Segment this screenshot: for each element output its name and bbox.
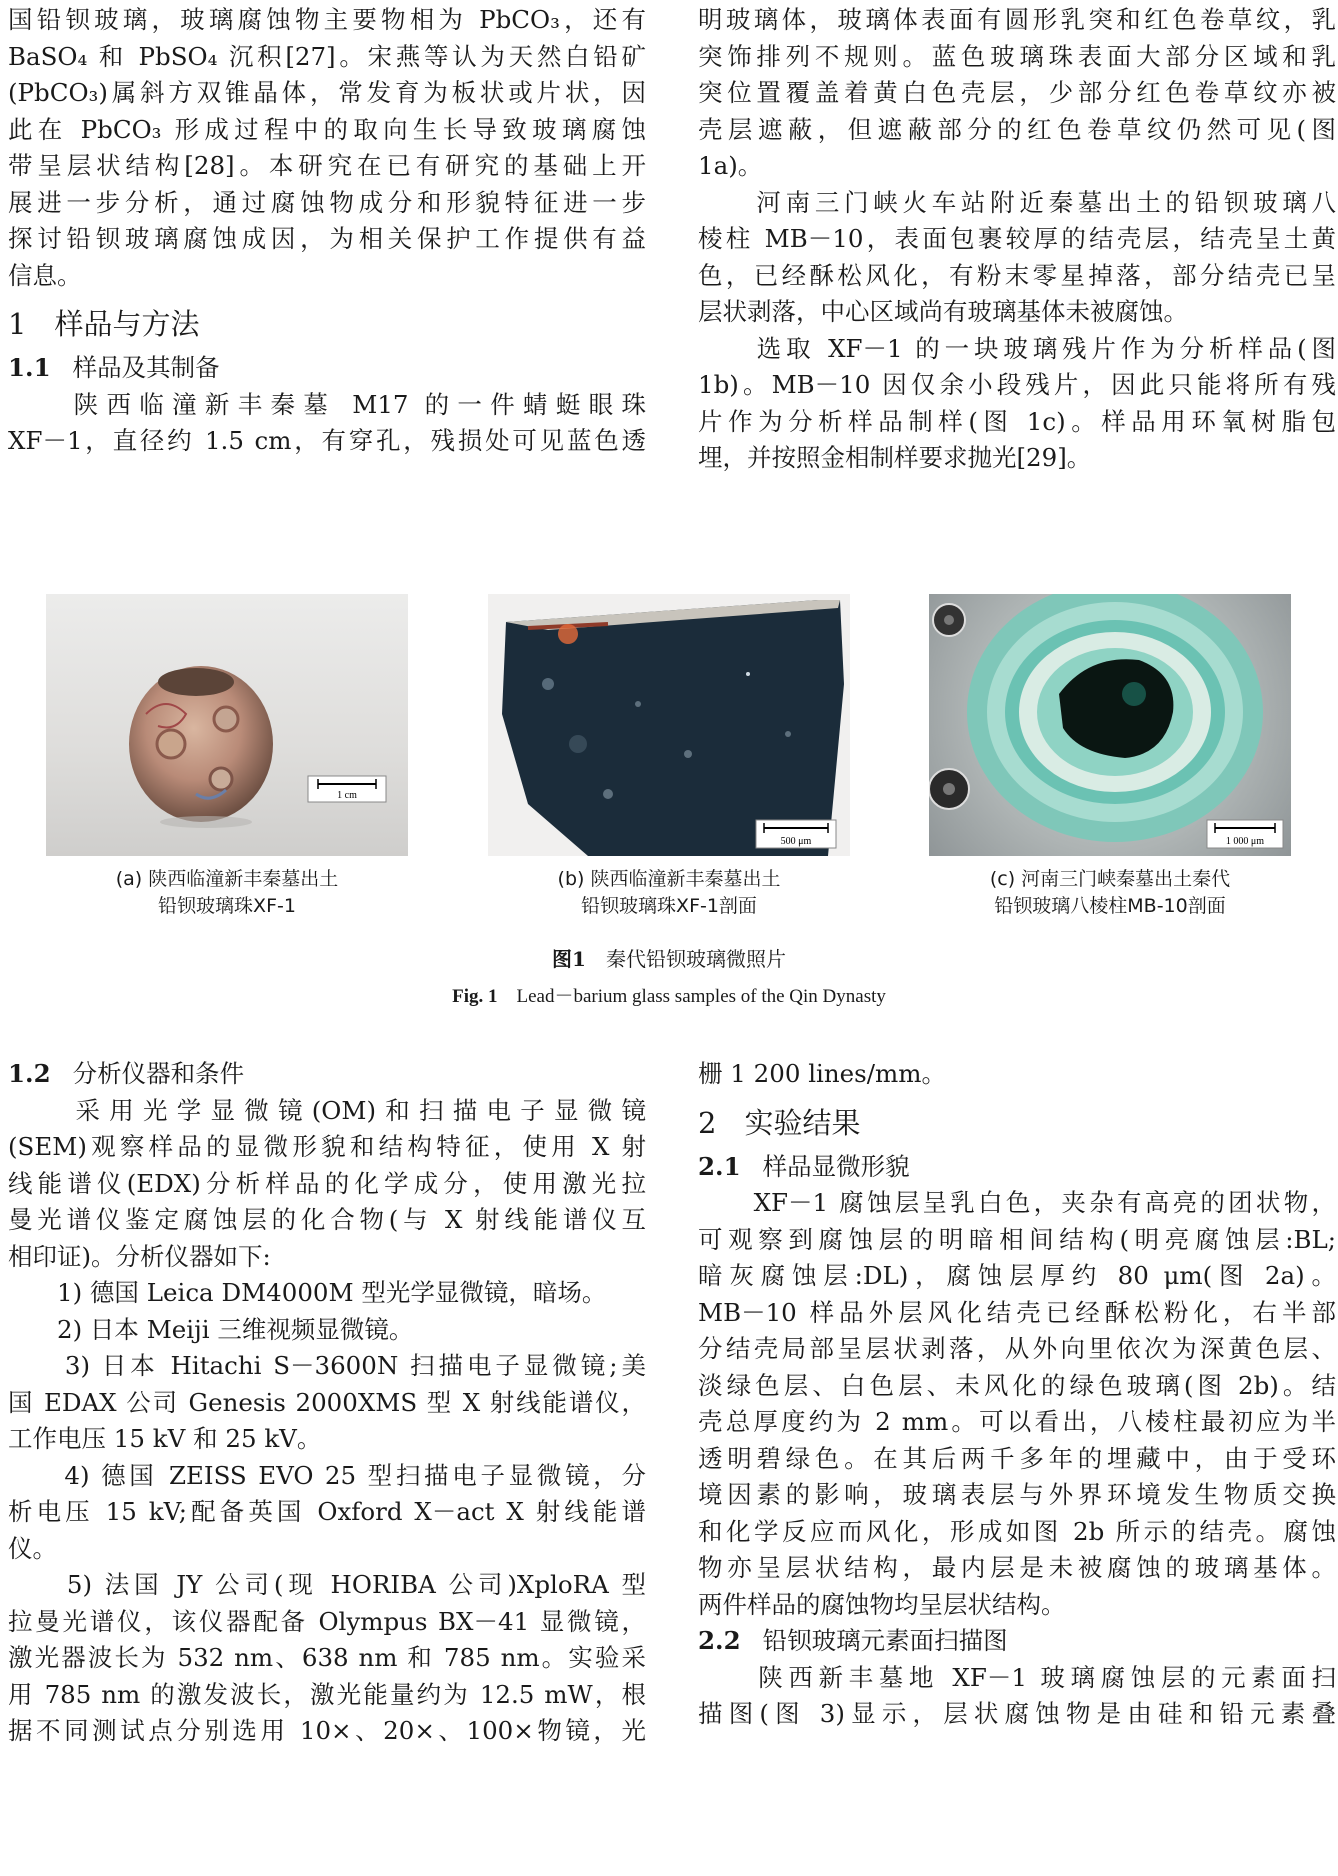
list-item: 5) 法国 JY 公司(现 HORIBA 公司)XploRA 型 bbox=[8, 1570, 646, 1599]
caption-line: 铅钡玻璃八棱柱MB-10剖面 bbox=[994, 895, 1226, 917]
right-column-top bbox=[698, 2, 1336, 477]
paragraph-line: 相印证)。分析仪器如下: bbox=[8, 1241, 271, 1271]
scale-label-b: 500 μm bbox=[780, 836, 812, 847]
section-heading-2 bbox=[698, 1093, 1336, 1149]
paragraph-line: 透明碧绿色。在其后两千多年的埋藏中，由于受环 bbox=[698, 1443, 1336, 1473]
paragraph-line: 信息。 bbox=[8, 260, 82, 290]
caption-line: (a) 陕西临潼新丰秦墓出土 bbox=[115, 868, 339, 890]
paragraph-line: MB－10 样品外层风化结壳已经酥松粉化，右半部 bbox=[698, 1297, 1336, 1327]
section-image-c bbox=[929, 594, 1291, 856]
section-number: 1 bbox=[8, 307, 27, 341]
paragraph-line: 工作电压 15 kV 和 25 kV。 bbox=[8, 1424, 322, 1453]
figure-title-en bbox=[0, 982, 1338, 1012]
subsection-heading-1-2 bbox=[8, 1056, 646, 1093]
paragraph-line: 析电压 15 kV;配备英国 Oxford X－act X 射线能谱 bbox=[8, 1497, 646, 1526]
paragraph-line: 国铅钡玻璃，玻璃腐蚀物主要物相为 PbCO₃，还有 bbox=[8, 5, 646, 34]
paragraph-line: 河南三门峡火车站附近秦墓出土的铅钡玻璃八 bbox=[698, 187, 1336, 217]
paragraph-line: 陕西临潼新丰秦墓 M17 的一件蜻蜓眼珠 bbox=[8, 389, 646, 419]
caption-line: (c) 河南三门峡秦墓出土秦代 bbox=[989, 868, 1231, 890]
paragraph-line: 展进一步分析，通过腐蚀物成分和形貌特征进一步 bbox=[8, 187, 646, 217]
subsection-number: 1.2 bbox=[8, 1059, 51, 1088]
paragraph-line: 物亦呈层状结构，最内层是未被腐蚀的玻璃基体。 bbox=[698, 1553, 1336, 1582]
photo-bead-xf1 bbox=[46, 594, 408, 856]
paragraph-line: 埋，并按照金相制样要求抛光[29]。 bbox=[698, 443, 1092, 472]
paragraph-line: (SEM)观察样品的显微形貌和结构特征，使用 X 射 bbox=[8, 1132, 646, 1161]
list-item: 2) 日本 Meiji 三维视频显微镜。 bbox=[8, 1314, 414, 1344]
paragraph-line: 此在 PbCO₃ 形成过程中的取向生长导致玻璃腐蚀 bbox=[8, 114, 646, 144]
paragraph-line: 暗灰腐蚀层:DL)，腐蚀层厚约 80 μm(图 2a)。 bbox=[698, 1261, 1336, 1290]
paragraph-line: 壳总厚度约为 2 mm。可以看出，八棱柱最初应为半 bbox=[698, 1407, 1336, 1436]
paragraph-line: 1a)。 bbox=[698, 151, 763, 180]
scale-label-c: 1 000 μm bbox=[1225, 836, 1265, 847]
subsection-title: 分析仪器和条件 bbox=[72, 1059, 245, 1088]
paragraph-line: 带呈层状结构[28]。本研究在已有研究的基础上开 bbox=[8, 151, 646, 180]
paragraph-line: 棱柱 MB－10，表面包裹较厚的结壳层，结壳呈土黄 bbox=[698, 224, 1336, 253]
list-item: 3) 日本 Hitachi S－3600N 扫描电子显微镜;美 bbox=[8, 1351, 646, 1380]
subsection-heading-2-2 bbox=[698, 1623, 1336, 1660]
paragraph-line: 仪。 bbox=[8, 1533, 57, 1563]
paragraph-line: 突位置覆盖着黄白色壳层，少部分红色卷草纹亦被 bbox=[698, 78, 1336, 107]
scale-label-a: 1 cm bbox=[337, 790, 357, 801]
photo-section-xf1 bbox=[488, 594, 850, 856]
paragraph-line: 壳层遮蔽，但遮蔽部分的红色卷草纹仍然可见(图 bbox=[698, 114, 1336, 144]
paragraph-line: BaSO₄ 和 PbSO₄ 沉积[27]。宋燕等认为天然白铅矿 bbox=[8, 41, 646, 71]
paragraph-line: 突饰排列不规则。蓝色玻璃珠表面大部分区域和乳 bbox=[698, 41, 1336, 71]
subsection-heading-1-1 bbox=[8, 350, 646, 387]
paragraph-line: 描图(图 3)显示，层状腐蚀物是由硅和铅元素叠 bbox=[698, 1699, 1336, 1728]
paragraph-line: 栅 1 200 lines/mm。 bbox=[698, 1059, 946, 1088]
caption-a bbox=[46, 866, 408, 920]
caption-line: (b) 陕西临潼新丰秦墓出土 bbox=[557, 868, 781, 890]
paragraph-line: XF－1 腐蚀层呈乳白色，夹杂有高亮的团状物， bbox=[698, 1188, 1336, 1217]
paragraph-line: 片作为分析样品制样(图 1c)。样品用环氧树脂包 bbox=[698, 406, 1336, 436]
figure-title-text: 秦代铅钡玻璃微照片 bbox=[605, 947, 786, 971]
caption-b bbox=[488, 866, 850, 920]
subsection-title: 样品及其制备 bbox=[72, 353, 220, 382]
subsection-number: 1.1 bbox=[8, 353, 51, 382]
section-image-b bbox=[488, 594, 850, 856]
paragraph-line: 陕西新丰墓地 XF－1 玻璃腐蚀层的元素面扫 bbox=[698, 1662, 1336, 1692]
paragraph-line: 采用光学显微镜(OM)和扫描电子显微镜 bbox=[8, 1095, 646, 1125]
caption-line: 铅钡玻璃珠XF-1 bbox=[158, 895, 296, 917]
paragraph-line: 据不同测试点分别选用 10×、20×、100×物镜，光 bbox=[8, 1716, 646, 1745]
right-column-bottom bbox=[698, 1056, 1336, 1733]
paragraph-line: 色，已经酥松风化，有粉末零星掉落，部分结壳已呈 bbox=[698, 260, 1336, 290]
caption-line: 铅钡玻璃珠XF-1剖面 bbox=[581, 895, 757, 917]
list-item: 1) 德国 Leica DM4000M 型光学显微镜，暗场。 bbox=[8, 1278, 607, 1307]
paragraph-line: 淡绿色层、白色层、未风化的绿色玻璃(图 2b)。结 bbox=[698, 1370, 1336, 1400]
paragraph-line: 国 EDAX 公司 Genesis 2000XMS 型 X 射线能谱仪， bbox=[8, 1387, 646, 1417]
figure-label-en: Fig. 1 bbox=[452, 986, 498, 1007]
section-heading-1 bbox=[8, 294, 646, 350]
paragraph-line: 线能谱仪(EDX)分析样品的化学成分，使用激光拉 bbox=[8, 1168, 646, 1198]
paragraph-line: 境因素的影响，玻璃表层与外界环境发生物质交换 bbox=[698, 1480, 1336, 1509]
list-item: 4) 德国 ZEISS EVO 25 型扫描电子显微镜，分 bbox=[8, 1460, 646, 1490]
paragraph-line: 可观察到腐蚀层的明暗相间结构(明亮腐蚀层:BL; bbox=[698, 1224, 1336, 1254]
paragraph-line: 选取 XF－1 的一块玻璃残片作为分析样品(图 bbox=[698, 333, 1336, 363]
paragraph-line: 探讨铅钡玻璃腐蚀成因，为相关保护工作提供有益 bbox=[8, 224, 646, 253]
paragraph-line: 1b)。MB－10 因仅余小段残片，因此只能将所有残 bbox=[698, 370, 1336, 399]
section-title: 实验结果 bbox=[744, 1105, 861, 1140]
section-title: 样品与方法 bbox=[54, 307, 200, 341]
paragraph-line: 和化学反应而风化，形成如图 2b 所示的结壳。腐蚀 bbox=[698, 1516, 1336, 1546]
paragraph-line: XF－1，直径约 1.5 cm，有穿孔，残损处可见蓝色透 bbox=[8, 426, 646, 455]
left-column-bottom bbox=[8, 1056, 646, 1750]
subsection-number: 2.2 bbox=[698, 1626, 741, 1655]
paragraph-line: 明玻璃体，玻璃体表面有圆形乳突和红色卷草纹，乳 bbox=[698, 5, 1336, 34]
subsection-title: 样品显微形貌 bbox=[762, 1151, 910, 1181]
paragraph-line: 曼光谱仪鉴定腐蚀层的化合物(与 X 射线能谱仪互 bbox=[8, 1205, 646, 1234]
caption-c bbox=[929, 866, 1291, 920]
subsection-title: 铅钡玻璃元素面扫描图 bbox=[762, 1626, 1008, 1655]
paragraph-line: 激光器波长为 532 nm、638 nm 和 785 nm。实验采 bbox=[8, 1643, 646, 1672]
paragraph-line: (PbCO₃)属斜方双锥晶体，常发育为板状或片状，因 bbox=[8, 78, 646, 107]
figure-1 bbox=[0, 594, 1338, 847]
paragraph-line: 层状剥落，中心区域尚有玻璃基体未被腐蚀。 bbox=[698, 297, 1188, 326]
figure-title bbox=[0, 944, 1338, 974]
paragraph-line: 分结壳局部呈层状剥落，从外向里依次为深黄色层、 bbox=[698, 1334, 1336, 1363]
subsection-heading-2-1 bbox=[698, 1149, 1336, 1186]
bead-image bbox=[46, 594, 408, 856]
paragraph-line: 两件样品的腐蚀物均呈层状结构。 bbox=[698, 1589, 1066, 1619]
section-number: 2 bbox=[698, 1105, 717, 1140]
paragraph-line: 拉曼光谱仪，该仪器配备 Olympus BX－41 显微镜， bbox=[8, 1606, 646, 1636]
subsection-number: 2.1 bbox=[698, 1151, 741, 1181]
paragraph-line: 用 785 nm 的激发波长，激光能量约为 12.5 mW，根 bbox=[8, 1679, 646, 1709]
figure-title-en-text: Lead－barium glass samples of the Qin Dynasty bbox=[516, 986, 886, 1007]
left-column-top bbox=[8, 2, 646, 460]
figure-label: 图1 bbox=[552, 947, 586, 971]
photo-section-mb10 bbox=[929, 594, 1291, 856]
